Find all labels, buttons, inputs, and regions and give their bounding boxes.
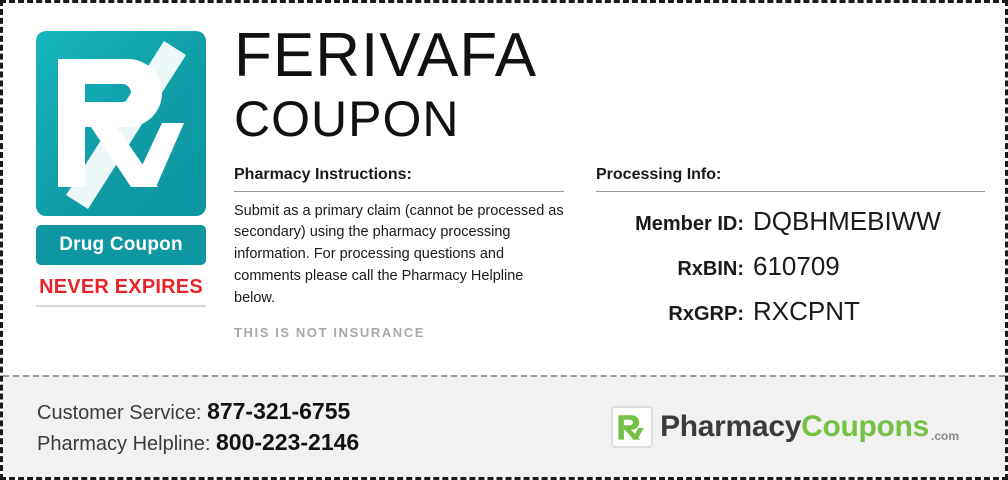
- customer-service-number[interactable]: 877-321-6755: [207, 398, 351, 424]
- rx-icon: [36, 31, 206, 216]
- pharmacy-instructions-section: [234, 166, 564, 341]
- not-insurance-disclaimer: THIS IS NOT INSURANCE: [234, 325, 426, 341]
- brand-word-coupons: Coupons: [801, 410, 929, 443]
- processing-row-rxgrp: [596, 296, 985, 327]
- brand-word-pharmacy: Pharmacy: [660, 410, 802, 443]
- rxgrp-label: RxGRP:: [668, 302, 744, 325]
- coupon-top-section: [3, 3, 1005, 375]
- brand-logo[interactable]: [611, 406, 971, 448]
- coupon-footer: [3, 375, 1005, 477]
- processing-info-rows: [596, 206, 985, 327]
- processing-row-member-id: [596, 206, 985, 237]
- brand-rx-icon: [611, 406, 653, 448]
- pharmacy-helpline-line: [37, 429, 359, 456]
- logo-column: [36, 31, 216, 307]
- customer-service-line: [37, 398, 359, 425]
- rxbin-label: RxBIN:: [677, 257, 744, 280]
- member-id-value: DQBHMEBIWW: [753, 205, 941, 236]
- pharmacy-helpline-number[interactable]: 800-223-2146: [215, 429, 360, 455]
- rx-logo-box: [36, 31, 206, 216]
- brand-tld: .com: [930, 429, 959, 443]
- pharmacy-helpline-label: Pharmacy Helpline:: [37, 433, 211, 455]
- content-column: [216, 21, 985, 341]
- drug-name-title: FERIVAFA: [234, 21, 538, 90]
- logo-divider: [36, 305, 206, 307]
- rxgrp-value: RXCPNT: [753, 295, 860, 326]
- pharmacy-instructions-heading: Pharmacy Instructions:: [234, 166, 564, 192]
- brand-wordmark: [660, 410, 929, 444]
- processing-info-section: [564, 166, 985, 341]
- details-columns: [234, 166, 985, 341]
- rxbin-value: 610709: [753, 250, 840, 281]
- never-expires-label: NEVER EXPIRES: [39, 276, 203, 298]
- customer-service-label: Customer Service:: [37, 402, 202, 424]
- brand-rx-glyph: [613, 408, 651, 446]
- coupon-subtitle: COUPON: [234, 91, 460, 147]
- drug-coupon-badge: Drug Coupon: [36, 225, 206, 265]
- processing-info-heading: Processing Info:: [596, 166, 985, 192]
- footer-phone-numbers: [37, 394, 359, 460]
- pharmacy-instructions-body: Submit as a primary claim (cannot be processed as secondary) using the pharmacy processing information. For processing questions and comments please call the Pharmacy Helpline below.: [234, 202, 564, 306]
- processing-row-rxbin: [596, 251, 985, 282]
- member-id-label: Member ID:: [635, 212, 744, 235]
